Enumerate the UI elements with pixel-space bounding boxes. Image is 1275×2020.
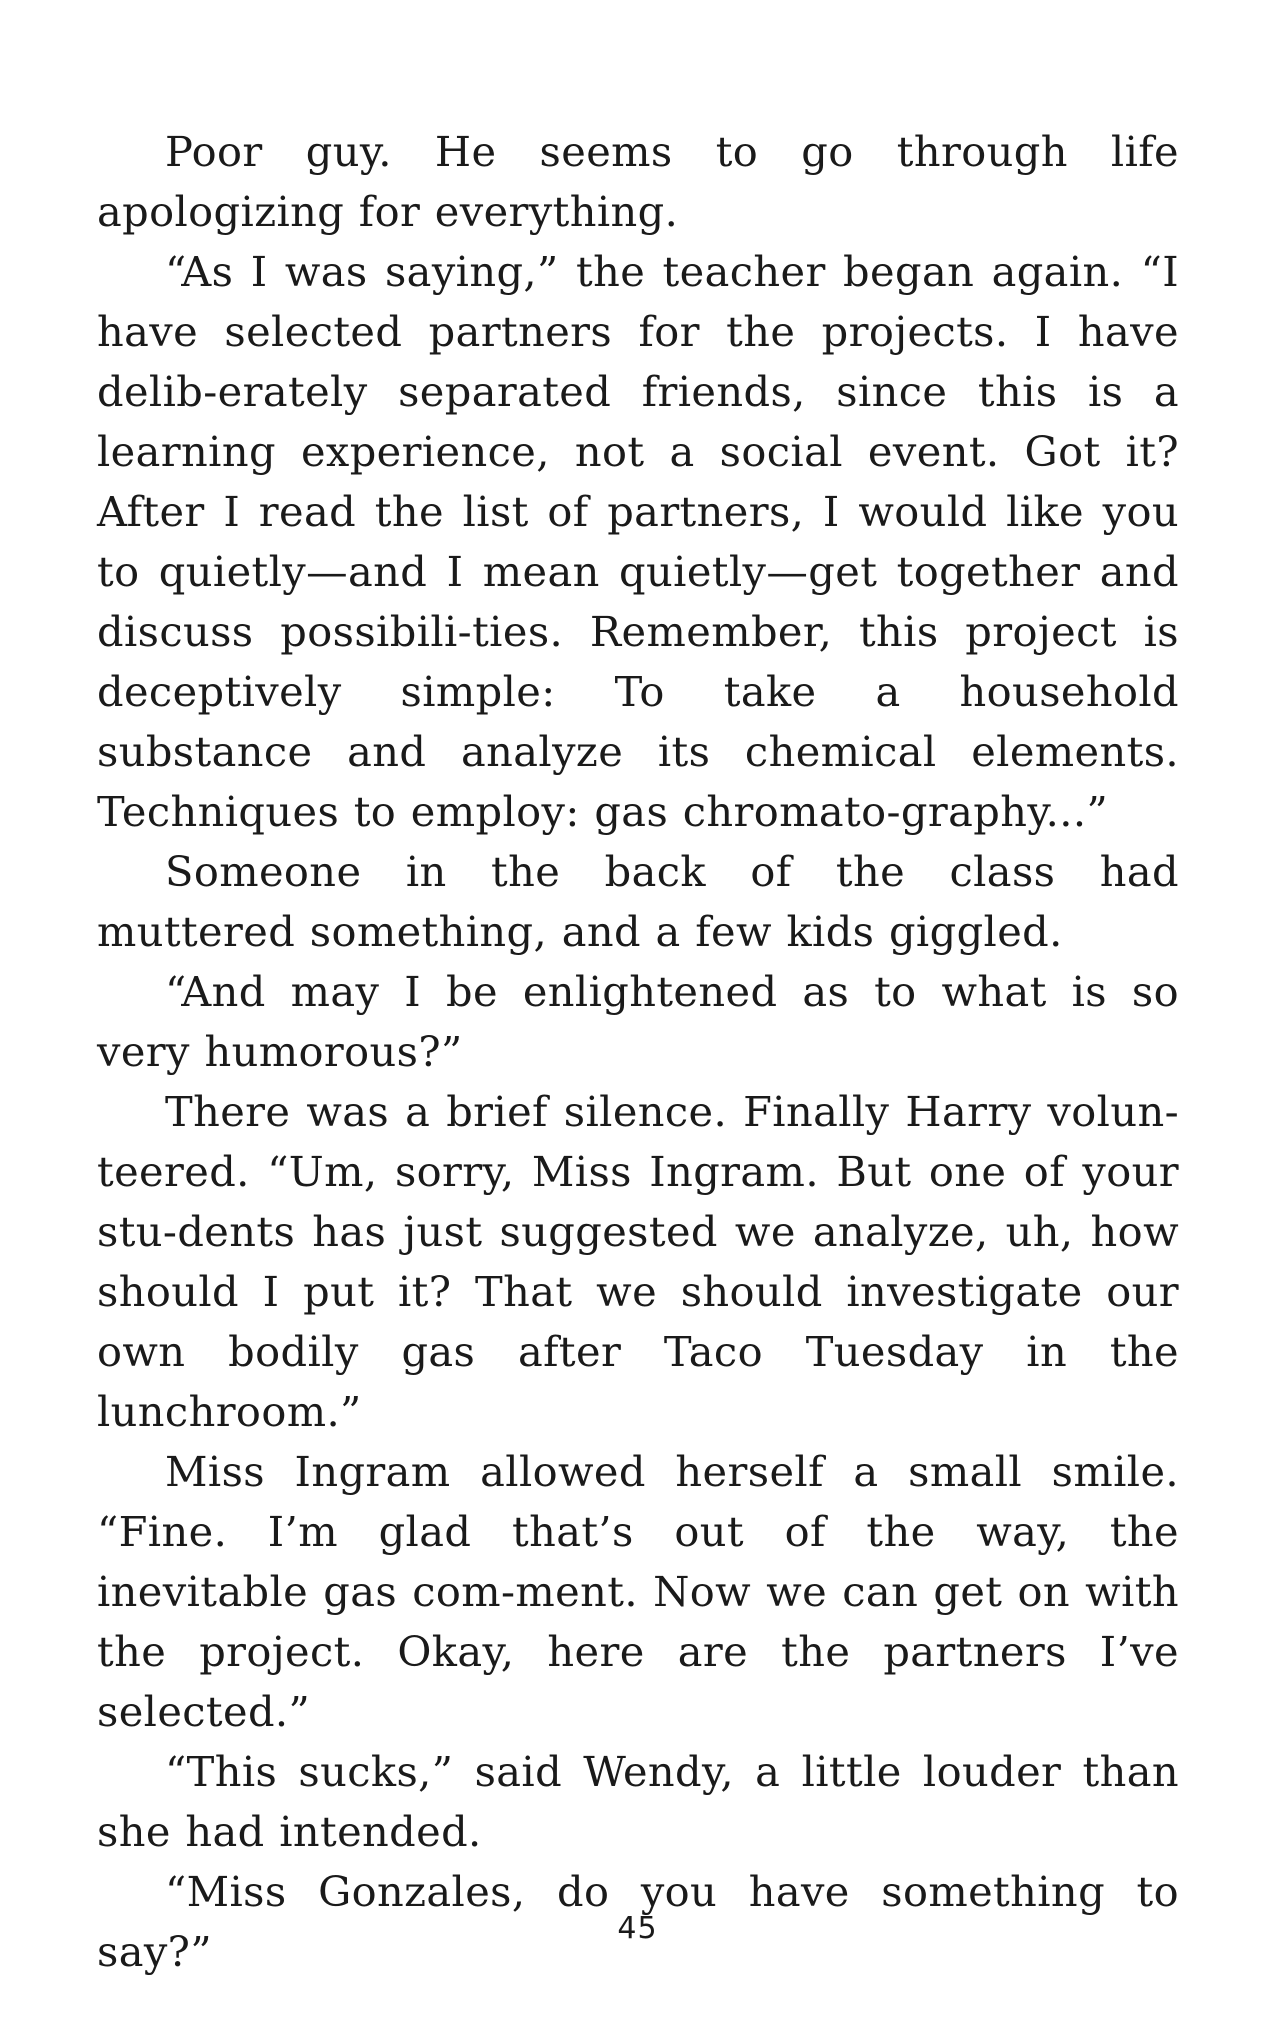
paragraph-6: Miss Ingram allowed herself a small smile. “Fine. I’m glad that’s out of the way, the inevitable gas com-ment. Now we can get on with the project. Okay, here are the partners I’ve selected.” <box>97 1447 1179 1736</box>
paragraph-4: “And may I be enlightened as to what is so very humorous?” <box>97 967 1179 1076</box>
paragraph-1: Poor guy. He seems to go through life apologizing for everything. <box>97 127 1179 236</box>
paragraph-3: Someone in the back of the class had muttered something, and a few kids giggled. <box>97 847 1179 956</box>
paragraph-5: There was a brief silence. Finally Harry volun-teered. “Um, sorry, Miss Ingram. But one of your stu-dents has just suggested we analyze, uh, how should I put it? That we should investigate our own bodily gas after Taco Tuesday in the lunchroom.” <box>97 1087 1179 1436</box>
body-text <box>97 122 1179 1982</box>
paragraph-8: “Miss Gonzales, do you have something to say?” <box>97 1867 1179 1976</box>
page-number: 45 <box>617 1911 658 1946</box>
paragraph-2: “As I was saying,” the teacher began again. “I have selected partners for the projects. I have delib-erately separated friends, since this is a learning experience, not a social event. Got it? After I read the list of partners, I would like you to quietly—and I mean quietly—get together and discuss possibili-ties. Remember, this project is deceptively simple: To take a household substance and analyze its chemical elements. Techniques to employ: gas chromato-graphy...” <box>97 247 1179 836</box>
paragraph-7: “This sucks,” said Wendy, a little louder than she had intended. <box>97 1747 1179 1856</box>
